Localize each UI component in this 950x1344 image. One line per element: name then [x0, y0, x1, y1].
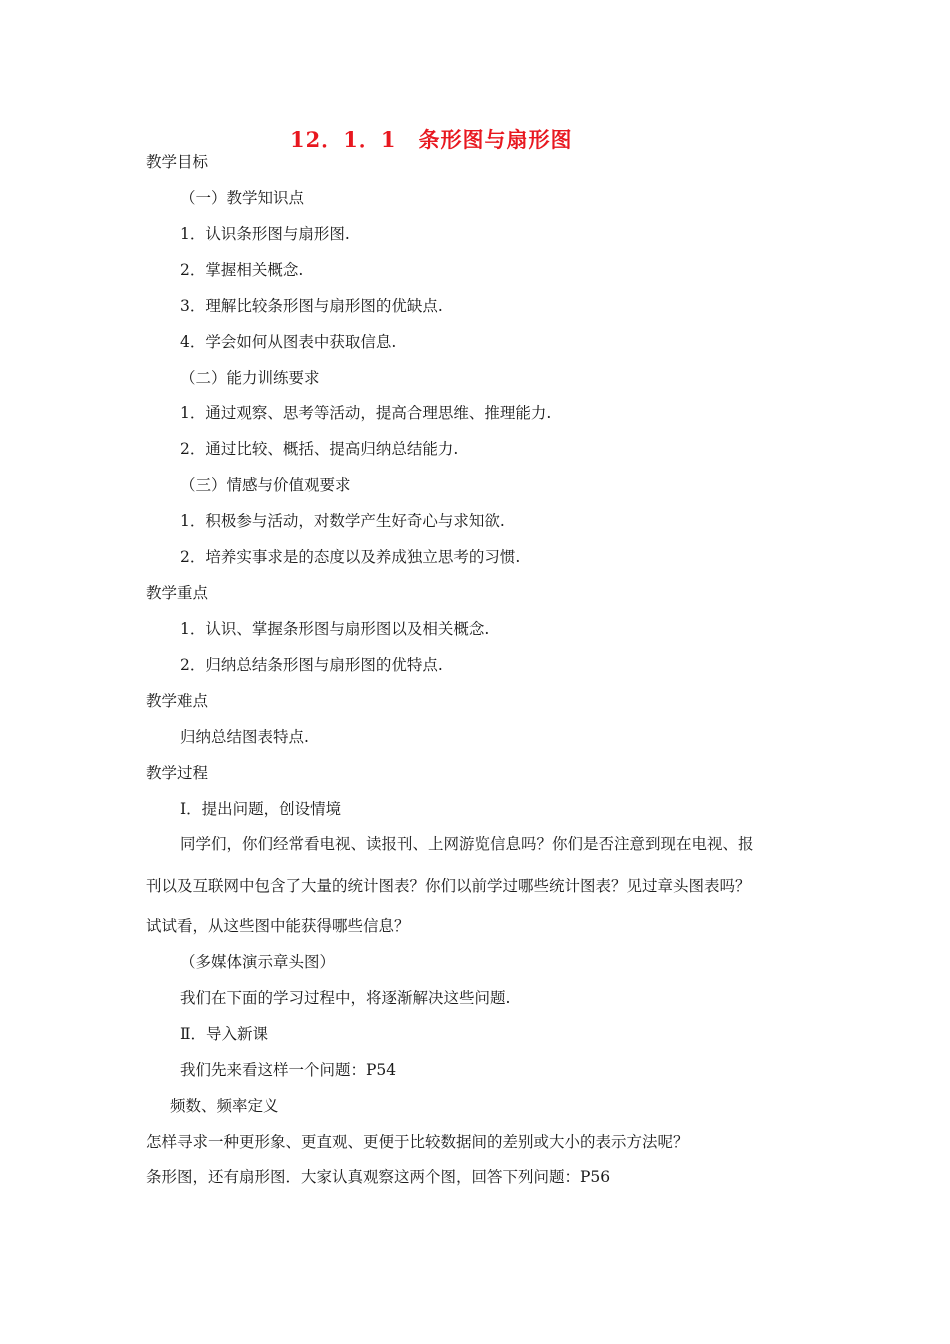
- list-item: 3．理解比较条形图与扇形图的优缺点.: [180, 297, 443, 315]
- section-heading-difficulties: 教学难点: [146, 692, 209, 710]
- list-item: 2．培养实事求是的态度以及养成独立思考的习惯.: [180, 548, 521, 566]
- list-item: 2．掌握相关概念.: [180, 261, 304, 279]
- list-item: 1．通过观察、思考等活动，提高合理思维、推理能力.: [180, 404, 552, 422]
- paragraph: 我们先来看这样一个问题：P54: [180, 1061, 397, 1079]
- paragraph: （多媒体演示章头图）: [180, 953, 336, 971]
- step-heading: Ⅱ．导入新课: [180, 1025, 269, 1043]
- subsection-heading-ability: （二）能力训练要求: [180, 369, 320, 387]
- list-item: 1．积极参与活动，对数学产生好奇心与求知欲.: [180, 512, 505, 530]
- page-title: 12．1．1 条形图与扇形图: [290, 127, 573, 152]
- paragraph-line: 刊以及互联网中包含了大量的统计图表？你们以前学过哪些统计图表？见过章头图表吗？: [146, 877, 751, 895]
- step-heading: Ⅰ．提出问题，创设情境: [180, 800, 342, 818]
- list-item: 4．学会如何从图表中获取信息.: [180, 333, 397, 351]
- paragraph-line: 同学们，你们经常看电视、读报刊、上网游览信息吗？你们是否注意到现在电视、报: [180, 835, 754, 853]
- paragraph: 频数、频率定义: [170, 1097, 279, 1115]
- paragraph-line: 试试看，从这些图中能获得哪些信息？: [146, 917, 410, 935]
- section-heading-process: 教学过程: [146, 764, 209, 782]
- section-heading-key-points: 教学重点: [146, 584, 209, 602]
- list-item: 1．认识条形图与扇形图.: [180, 225, 350, 243]
- paragraph: 归纳总结图表特点.: [180, 728, 309, 746]
- list-item: 2．通过比较、概括、提高归纳总结能力.: [180, 440, 459, 458]
- section-heading-objectives: 教学目标: [146, 153, 209, 171]
- subsection-heading-values: （三）情感与价值观要求: [180, 476, 351, 494]
- subsection-heading-knowledge: （一）教学知识点: [180, 189, 305, 207]
- paragraph: 我们在下面的学习过程中，将逐渐解决这些问题.: [180, 989, 511, 1007]
- paragraph: 怎样寻求一种更形象、更直观、更便于比较数据间的差别或大小的表示方法呢？: [146, 1133, 689, 1151]
- list-item: 2．归纳总结条形图与扇形图的优特点.: [180, 656, 443, 674]
- list-item: 1．认识、掌握条形图与扇形图以及相关概念.: [180, 620, 490, 638]
- paragraph: 条形图，还有扇形图．大家认真观察这两个图，回答下列问题：P56: [146, 1168, 611, 1186]
